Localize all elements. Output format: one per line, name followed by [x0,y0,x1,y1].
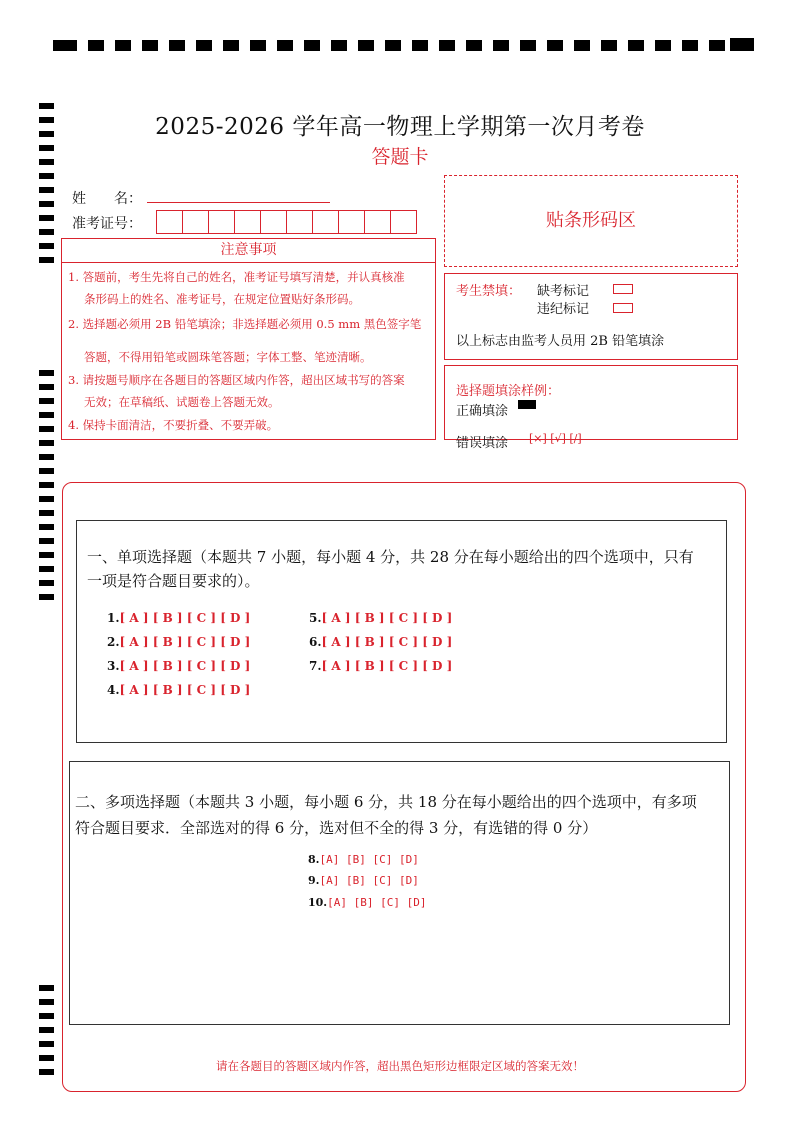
sample-title: 选择题填涂样例： [456,384,561,399]
page-title: 2025-2026 学年高一物理上学期第一次月考卷 [155,114,645,140]
section1-heading: 一、单项选择题（本题共 7 小题，每小题 4 分，共 28 分在每小题给出的四个选项中，只有 [87,548,694,566]
question-row[interactable]: 1.[ A ] [ B ] [ C ] [ D ] [107,611,251,625]
notice-item: 4. 保持卡面清洁，不要折叠、不要弄破。 [68,418,279,432]
exam-id-label: 准考证号： [72,216,142,232]
name-label: 姓 名： [72,191,142,207]
section1-heading-cont: 一项是符合题目要求的）。 [87,572,260,590]
notice-box [61,238,436,440]
forbidden-note: 以上标志由监考人员用 2B 铅笔填涂 [456,334,665,349]
name-field[interactable] [147,202,330,203]
question-row[interactable]: 3.[ A ] [ B ] [ C ] [ D ] [107,659,251,673]
examiner-only-box [444,273,738,360]
page-subtitle: 答题卡 [371,146,429,168]
notice-item: 1. 答题前，考生先将自己的姓名，准考证号填写清楚，并认真核准 [68,270,405,284]
question-row[interactable]: 2.[ A ] [ B ] [ C ] [ D ] [107,635,251,649]
section2-heading: 二、多项选择题（本题共 3 小题，每小题 6 分，共 18 分在每小题给出的四个选项中，有多项 [75,793,697,811]
notice-item: 条形码上的姓名、准考证号，在规定位置贴好条形码。 [84,292,360,306]
notice-item: 答题，不得用铅笔或圆珠笔答题；字体工整、笔迹清晰。 [84,350,372,364]
forbidden-label: 考生禁填： [456,284,522,299]
question-row[interactable]: 4.[ A ] [ B ] [ C ] [ D ] [107,683,251,697]
fill-sample-box [444,365,738,451]
section2-heading-cont: 符合题目要求．全部选对的得 6 分，选对但不全的得 3 分，有选错的得 0 分） [75,819,598,837]
wrong-fill-marks: [×] [√] [/] [529,432,582,445]
question-row[interactable]: 10.[A] [B] [C] [D] [308,896,427,909]
notice-item: 2. 选择题必须用 2B 铅笔填涂；非选择题必须用 0.5 mm 黑色签字笔 [68,317,422,331]
question-row[interactable]: 8.[A] [B] [C] [D] [308,853,419,866]
violation-mark-box[interactable] [613,303,633,313]
correct-fill-label: 正确填涂 [456,404,509,419]
barcode-area [444,175,738,267]
notice-item: 3. 请按题号顺序在各题目的答题区域内作答，超出区域书写的答案 [68,373,405,387]
correct-fill-mark [518,400,536,409]
question-row[interactable]: 9.[A] [B] [C] [D] [308,874,419,887]
question-row[interactable]: 5.[ A ] [ B ] [ C ] [ D ] [309,611,453,625]
question-row[interactable]: 6.[ A ] [ B ] [ C ] [ D ] [309,635,453,649]
multiple-choice-section [69,761,730,1025]
question-row[interactable]: 7.[ A ] [ B ] [ C ] [ D ] [309,659,453,673]
barcode-label: 贴条形码区 [546,210,636,231]
notice-item: 无效；在草稿纸、试题卷上答题无效。 [84,395,280,409]
wrong-fill-label: 错误填涂 [456,436,509,451]
violation-mark-label: 违纪标记 [537,302,590,317]
absent-mark-box[interactable] [613,284,633,294]
footer-note: 请在各题目的答题区域内作答，超出黑色矩形边框限定区域的答案无效！ [216,1059,584,1073]
single-choice-section [76,520,727,743]
absent-mark-label: 缺考标记 [537,284,590,299]
notice-heading: 注意事项 [62,239,435,263]
